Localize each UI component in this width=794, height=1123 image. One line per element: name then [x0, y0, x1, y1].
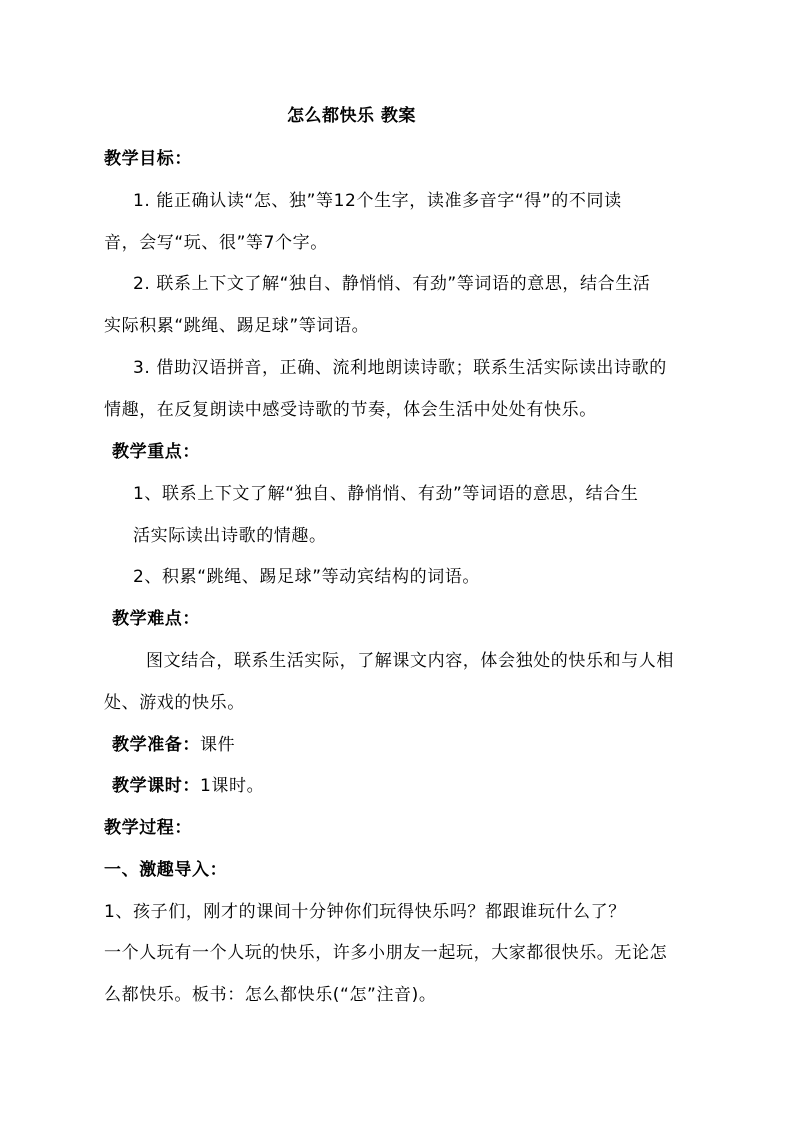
process-heading: 教学过程：	[104, 818, 192, 838]
difficulties-line-1: 图文结合，联系生活实际，了解课文内容，体会独处的快乐和与人相	[146, 651, 674, 671]
section-1-heading: 一、激趣导入：	[104, 860, 228, 880]
class-hours-row	[112, 774, 264, 798]
objective-2-line-2: 实际积累“跳绳、踢足球”等词语。	[104, 316, 370, 336]
objectives-heading: 教学目标：	[104, 149, 192, 169]
objective-1-line-2: 音，会写“玩、很”等7个字。	[104, 233, 328, 253]
key-points-heading: 教学重点：	[112, 442, 200, 462]
preparation-row	[112, 733, 235, 757]
key-point-1-line-1: 1、联系上下文了解“独自、静悄悄、有劲”等词语的意思，结合生	[133, 484, 639, 504]
process-paragraph-line-2: 么都快乐。板书：怎么都快乐(“怎”注音)。	[104, 985, 437, 1005]
difficulties-heading: 教学难点：	[112, 609, 200, 629]
preparation-value: 课件	[200, 735, 236, 755]
class-hours-label: 教学课时：	[112, 776, 200, 796]
preparation-label: 教学准备：	[112, 735, 200, 755]
difficulties-line-2: 处、游戏的快乐。	[104, 693, 245, 713]
objective-2-line-1: 2. 联系上下文了解“独自、静悄悄、有劲”等词语的意思，结合生活	[133, 274, 651, 294]
objective-3-line-1: 3. 借助汉语拼音，正确、流利地朗读诗歌；联系生活实际读出诗歌的	[133, 358, 667, 378]
class-hours-value: 1课时。	[200, 776, 265, 796]
key-point-2: 2、积累“跳绳、踢足球”等动宾结构的词语。	[133, 567, 481, 587]
process-step-1: 1、孩子们，刚才的课间十分钟你们玩得快乐吗？都跟谁玩什么了？	[104, 902, 626, 922]
objective-1-line-1: 1. 能正确认读“怎、独”等12个生字，读准多音字“得”的不同读	[133, 191, 622, 211]
objective-3-line-2: 情趣，在反复朗读中感受诗歌的节奏，体会生活中处处有快乐。	[104, 400, 597, 420]
key-point-1-line-2: 活实际读出诗歌的情趣。	[133, 526, 327, 546]
process-paragraph-line-1: 一个人玩有一个人玩的快乐，许多小朋友一起玩，大家都很快乐。无论怎	[104, 943, 668, 963]
document-title: 怎么都快乐 教案	[287, 106, 416, 126]
